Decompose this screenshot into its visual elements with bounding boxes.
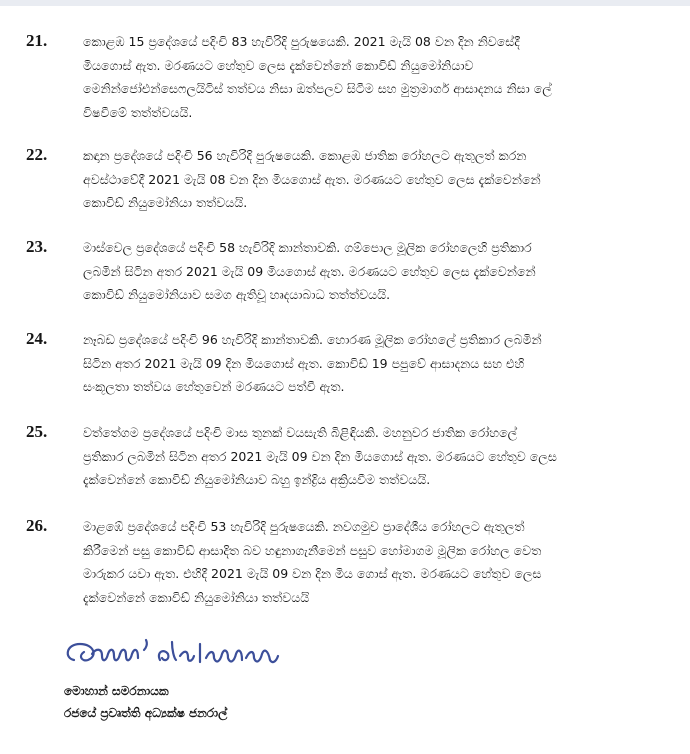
item-text xyxy=(83,328,671,399)
item-number: 26. xyxy=(26,516,48,535)
text-line: විෂවීමේ තත්ත්වයයි. xyxy=(83,104,193,120)
item-number: 23. xyxy=(26,237,48,256)
text-line: ප්‍රතිකාර ලබමින් සිටින අතර 2021 මැයි 09 වන දින මියගොස් ඇත. මරණයට හේතුව ලෙස xyxy=(83,448,557,464)
text-line: කොවිඩ් නියුමෝනියාව සමග ඇතිවූ හෘදයාබාධ තත්ත්වයයි. xyxy=(83,287,391,302)
text-line: මාරුකර යවා ඇත. එහිදී 2021 මැයි 09 වන දින මිය ගොස් ඇත. මරණයට හේතුව ලෙස xyxy=(83,566,542,581)
text-line: නෑබඩ ප්‍රදේශයේ පදිංචි 96 හැවිරිදි කාන්තාවකි. හොරණ මූලික රෝහලේ ප්‍රතිකාර ලබමින් xyxy=(83,332,542,347)
item-number: 22. xyxy=(26,145,48,164)
text-line: මෙනින්ජෝඑන්සෙෆලයිටිස් තත්වය නිසා ඔත්පලව සිටීම සහ මුත්‍රමාර්ග ආසාදනය නිසා ලේ xyxy=(83,81,552,96)
text-line: කිරීමෙන් පසු කොවිඩ් ආසාදිත බව හඳුනාගැනීමෙන් පසුව හෝමාගම මූලික රෝහල වෙත xyxy=(83,542,542,558)
text-line: කොළඹ 15 ප්‍රදේශයේ පදිංචි 83 හැවිරිදි පුරුෂයෙකි. 2021 මැයි 08 වන දින නිවසේදී xyxy=(83,34,520,49)
item-number: 24. xyxy=(26,329,48,348)
text-line: ලබමින් සිටින අතර 2021 මැයි 09 මියගොස් ඇත. මරණයට හේතුව ලෙස දැක්වෙන්නේ xyxy=(83,263,536,279)
text-line: සංකූලතා තත්වය හේතුවෙන් මරණයට පත්වී ඇත. xyxy=(83,379,345,394)
top-edge xyxy=(0,0,690,6)
signer-title: රජයේ ප්‍රවෘත්ති අධ්‍යක්ෂ ජනරාල් xyxy=(64,706,228,720)
item-text xyxy=(83,421,671,492)
handwritten-signature xyxy=(60,634,310,680)
item-text xyxy=(83,144,671,215)
text-line: මියගොස් ඇත. මරණයට හේතුව ලෙස දැක්වෙන්නේ කොවිඩ් නියුමෝනියාව xyxy=(83,57,474,73)
text-line: දැක්වෙන්නේ කොවිඩ් නියුමෝනියාව බහු ඉන්ද්‍රිය අක්‍රියවීම තත්වයයි. xyxy=(83,472,431,487)
text-line: කොවිඩ් නියුමෝනියා තත්වයයි. xyxy=(83,195,248,210)
text-line: දැක්වෙන්නේ කොවිඩ් නියුමෝනියා තත්වයයි xyxy=(83,589,310,605)
text-line: අවස්ථාවේදී 2021 මැයි 08 වන දින මියගොස් ඇත. මරණයට හේතුව ලෙස දැක්වෙන්නේ xyxy=(83,171,541,187)
text-line: කඳාන ප්‍රදේශයේ පදිංචි 56 හැවිරිදි පුරුෂයෙකි. කොළඹ ජාතික රෝහලට ඇතුලත් කරන xyxy=(83,148,527,163)
text-line: මාළඹේ ප්‍රදේශයේ පදිංචි 53 හැවිරිදි පුරුෂයෙකි. නවගමුව ප්‍රාදේශීය රෝහලට ඇතුලත් xyxy=(83,519,525,534)
item-number: 25. xyxy=(26,422,48,441)
signer-name: මොහාන් සමරනායක xyxy=(64,684,169,698)
item-text xyxy=(83,515,671,609)
item-text xyxy=(83,30,671,124)
text-line: මාස්වෙල ප්‍රදේශයේ පදිංචි 58 හැවිරිදි කාන්තාවකි. ගම්පොල මූලික රෝහලෙහි ප්‍රතිකාර xyxy=(83,240,532,255)
text-line: සිටින අතර 2021 මැයි 09 දින මියගොස් ඇත. කොවිඩ් 19 පපුවේ ආසාදනය සහ එහි xyxy=(83,355,525,371)
item-number: 21. xyxy=(26,31,48,50)
item-text xyxy=(83,236,671,307)
text-line: වත්තේගම ප්‍රදේශයේ පදිංචි මාස තුනක් වයසැති බිළිඳියකි. මහනුවර ජාතික රෝහලේ xyxy=(83,425,518,440)
